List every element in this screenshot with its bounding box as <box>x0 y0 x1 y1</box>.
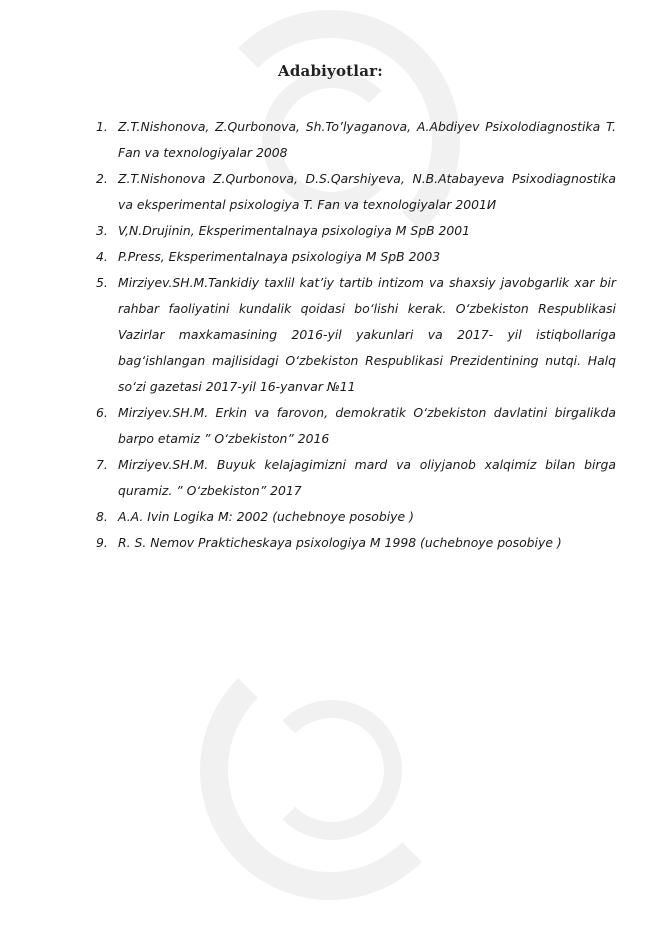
reference-number: 7. <box>96 457 108 472</box>
reference-text: Z.T.Nishonova Z.Qurbonova, D.S.Qarshiyeva, N.B.Atabayeva Psixodiagnostika va eksperimental psixologiya T. Fan va texnologiyalar 2001И <box>118 171 616 212</box>
reference-number: 2. <box>96 171 108 186</box>
reference-item <box>96 218 616 244</box>
reference-item <box>96 400 616 452</box>
reference-text: P.Press, Eksperimentalnaya psixologiya M SpB 2003 <box>118 249 441 264</box>
reference-number: 9. <box>96 535 108 550</box>
reference-number: 1. <box>96 119 108 134</box>
reference-number: 8. <box>96 509 108 524</box>
reference-item <box>96 244 616 270</box>
reference-number: 5. <box>96 275 108 290</box>
reference-number: 4. <box>96 249 108 264</box>
reference-number: 6. <box>96 405 108 420</box>
reference-item <box>96 166 616 218</box>
reference-text: A.A. Ivin Logika M: 2002 (uchebnoye posobiye ) <box>118 509 414 524</box>
reference-item <box>96 452 616 504</box>
reference-text: V,N.Drujinin, Eksperimentalnaya psixologiya M SpB 2001 <box>118 223 471 238</box>
page-title: Adabiyotlar: <box>278 62 383 80</box>
reference-list <box>96 114 616 556</box>
reference-text: Mirziyev.SH.M.Tankidiy taxlil kat’iy tartib intizom va shaxsiy javobgarlik xar bir rahbar faoliyatini kundalik qoidasi bo‘lishi kerak. O‘zbekiston Respublikasi Vazirlar maхkamasining 2016-yil yakunlari va 2017- yil istiqbollariga bag‘ishlangan majlisidagi O‘zbekiston Respublikasi Prezidentining nutqi. Halq so‘zi gazetasi 2017-yil 16-yanvar №11 <box>118 275 616 394</box>
reference-item <box>96 530 616 556</box>
reference-text: Mirziyev.SH.M. Erkin va farovon, demokratik O‘zbekiston davlatini birgalikda barpo etamiz ” O‘zbekiston” 2016 <box>118 405 616 446</box>
reference-item <box>96 114 616 166</box>
reference-item <box>96 504 616 530</box>
reference-text: Mirziyev.SH.M. Buyuk kelajagimizni mard va oliyjanob xalqimiz bilan birga quramiz. ” O‘zbekiston” 2017 <box>118 457 616 498</box>
reference-item <box>96 270 616 400</box>
reference-text: R. S. Nemov Prakticheskaya psixologiya M 1998 (uchebnoye posobiye ) <box>118 535 562 550</box>
watermark-ring-bottom-inner <box>262 700 402 840</box>
reference-text: Z.T.Nishonova, Z.Qurbonova, Sh.To’lyaganova, A.Abdiyev Psixolodiagnostika T. Fan va texnologiyalar 2008 <box>118 119 616 160</box>
reference-number: 3. <box>96 223 108 238</box>
